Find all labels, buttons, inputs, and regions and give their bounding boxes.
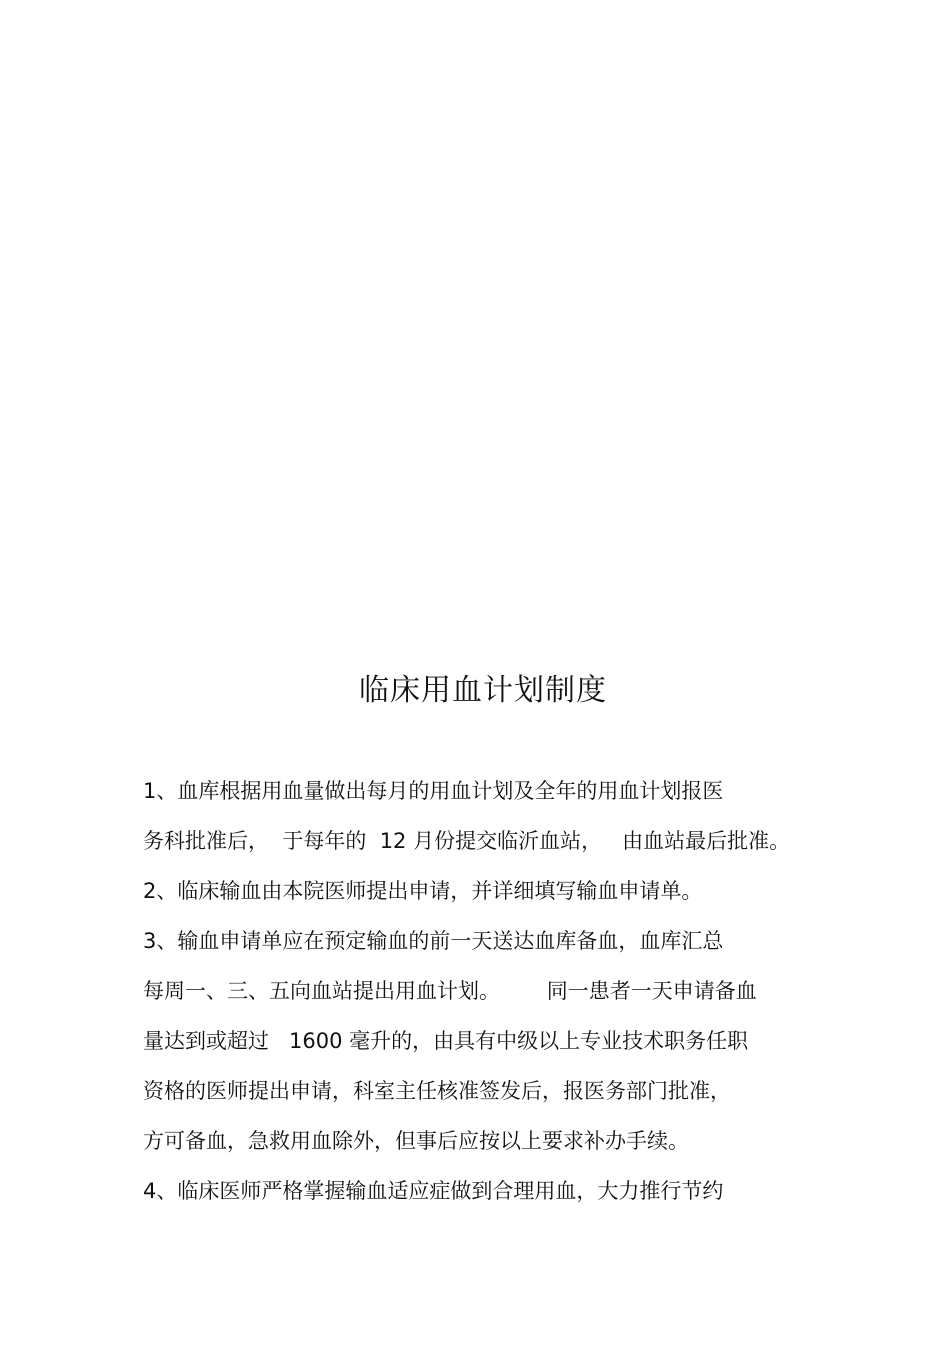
paragraph-line: 务科批准后， 于每年的 12 月份提交临沂血站， 由血站最后批准。 bbox=[143, 829, 791, 853]
document-title: 临床用血计划制度 bbox=[359, 673, 607, 708]
paragraph-line: 方可备血，急救用血除外，但事后应按以上要求补办手续。 bbox=[143, 1129, 689, 1153]
paragraph-line: 4、临床医师严格掌握输血适应症做到合理用血，大力推行节约 bbox=[143, 1179, 724, 1203]
paragraph-line: 资格的医师提出申请，科室主任核准签发后，报医务部门批准， bbox=[143, 1079, 731, 1103]
paragraph-line: 1、血库根据用血量做出每月的用血计划及全年的用血计划报医 bbox=[143, 779, 724, 803]
paragraph-line: 量达到或超过 1600 毫升的，由具有中级以上专业技术职务任职 bbox=[143, 1029, 749, 1053]
paragraph-line: 每周一、三、五向血站提出用血计划。 同一患者一天申请备血 bbox=[143, 979, 757, 1003]
paragraph-line: 2、临床输血由本院医师提出申请，并详细填写输血申请单。 bbox=[143, 879, 703, 903]
paragraph-line: 3、输血申请单应在预定输血的前一天送达血库备血，血库汇总 bbox=[143, 929, 724, 953]
